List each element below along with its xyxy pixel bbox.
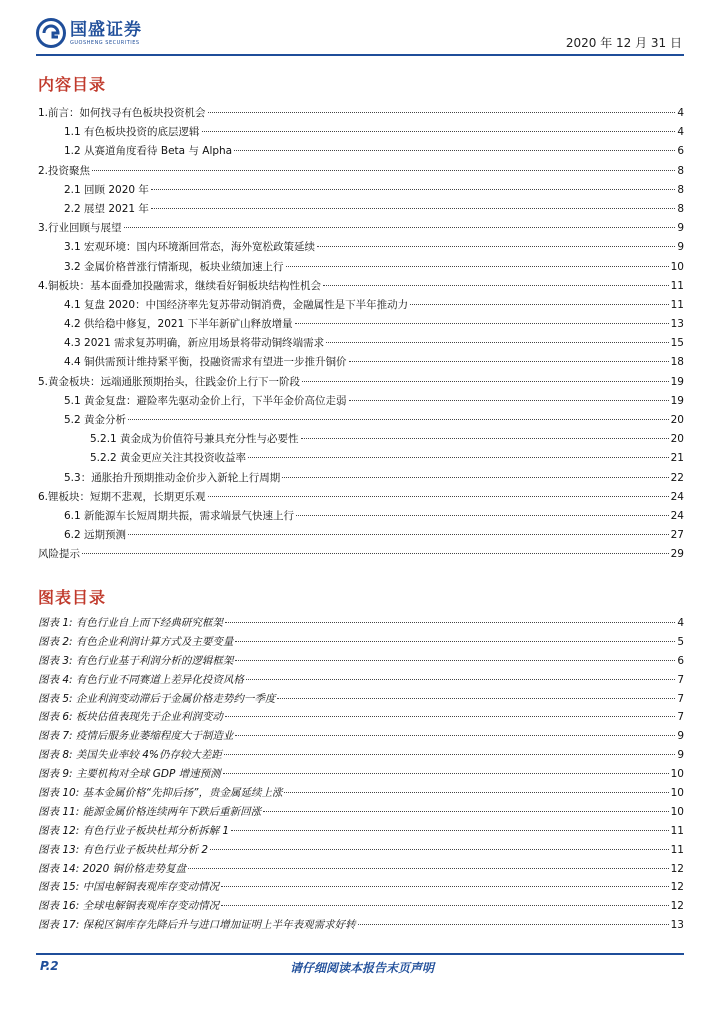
toc-entry-page: 24: [670, 509, 684, 522]
toc-entry-label: 1.2 从赛道角度看待 Beta 与 Alpha: [64, 145, 233, 158]
figure-entry-label: 图表 14: 2020 铜价格走势复盘: [38, 862, 187, 875]
toc-entry[interactable]: [38, 297, 684, 316]
figure-entry-label: 图表 3: 有色行业基于利润分析的逻辑框架: [38, 654, 234, 667]
toc-entry[interactable]: [38, 393, 684, 412]
toc-entry[interactable]: [38, 508, 684, 527]
figure-entry[interactable]: [38, 691, 684, 710]
figure-entry-page: 7: [677, 711, 684, 724]
figure-entry-label: 图表 12: 有色行业子板块杜邦分析拆解 1: [38, 824, 230, 837]
figure-entry-page: 12: [670, 862, 684, 875]
toc-entry-page: 9: [677, 241, 684, 254]
toc-entry-label: 2.1 回顾 2020 年: [64, 183, 149, 196]
toc-entry-label: 4.1 复盘 2020：中国经济率先复苏带动铜消费，金融属性是下半年推动力: [64, 298, 409, 311]
toc-entry-label: 5.2 黄金分析: [64, 414, 127, 426]
figure-entry-label: 图表 9: 主要机构对全球 GDP 增速预测: [38, 768, 221, 781]
dot-leader: [248, 457, 669, 458]
figure-entry[interactable]: [38, 785, 684, 804]
figure-entry-label: 图表 4: 有色行业不同赛道上差异化投资风格: [38, 673, 244, 686]
toc-entry-label: 风险提示: [38, 548, 80, 561]
toc-entry[interactable]: [38, 527, 684, 546]
toc-entry-label: 4.3 2021 需求复苏明确，新应用场景将带动铜终端需求: [64, 337, 325, 350]
toc-entry-page: 8: [677, 202, 684, 215]
toc-entry[interactable]: [38, 220, 684, 239]
figure-entry[interactable]: [38, 804, 684, 823]
toc-entry[interactable]: [38, 546, 684, 565]
toc-entry-label: 2.投资聚焦: [38, 164, 91, 177]
dot-leader: [349, 361, 669, 362]
figure-entry[interactable]: [38, 634, 684, 653]
figure-entry-page: 9: [677, 749, 684, 762]
toc-entry-label: 3.行业回顾与展望: [38, 222, 122, 235]
figure-entry-page: 7: [677, 673, 684, 686]
toc-entry-page: 18: [670, 356, 684, 369]
dot-leader: [221, 886, 669, 887]
toc-entry[interactable]: [38, 143, 684, 162]
dot-leader: [128, 534, 669, 535]
toc-entry-label: 5.2.2 黄金更应关注其投资收益率: [90, 452, 247, 465]
toc-entry-page: 10: [670, 260, 684, 273]
dot-leader: [246, 679, 675, 680]
toc-entry[interactable]: [38, 124, 684, 143]
figures-title: 图表目录: [38, 588, 107, 607]
logo-english-name: GUOSHENG SECURITIES: [70, 39, 140, 46]
toc-entry-page: 24: [670, 490, 684, 503]
toc-entry-page: 19: [670, 375, 684, 388]
dot-leader: [235, 641, 675, 642]
dot-leader: [92, 170, 675, 171]
toc-entry-page: 13: [670, 318, 684, 331]
dot-leader: [235, 735, 675, 736]
figure-entry-label: 图表 6: 板块估值表现先于企业利润变动: [38, 711, 223, 724]
toc-entry[interactable]: [38, 182, 684, 201]
toc-entry[interactable]: [38, 201, 684, 220]
figure-entry-page: 7: [677, 692, 684, 705]
toc-entry-page: 4: [677, 107, 684, 119]
figure-entry-page: 12: [670, 900, 684, 913]
figure-entry-label: 图表 16: 全球电解铜表观库存变动情况: [38, 900, 220, 913]
toc-entry-label: 5.黄金板块：远端通胀预期抬头，往践金价上行下一阶段: [38, 375, 301, 388]
toc-entry-page: 22: [670, 471, 684, 484]
toc-entry-label: 6.锂板块：短期不悲观，长期更乐观: [38, 490, 206, 503]
figure-entry[interactable]: [38, 898, 684, 917]
list-of-figures: [38, 615, 684, 936]
toc-entry[interactable]: [38, 354, 684, 373]
toc-entry-label: 6.1 新能源车长短周期共振，需求端景气快速上行: [64, 509, 295, 522]
table-of-contents: [38, 105, 684, 566]
toc-entry[interactable]: [38, 105, 684, 124]
dot-leader: [208, 112, 676, 113]
figure-entry[interactable]: [38, 861, 684, 880]
figure-entry[interactable]: [38, 615, 684, 634]
dot-leader: [323, 285, 669, 286]
figure-entry[interactable]: [38, 917, 684, 936]
figure-entry[interactable]: [38, 653, 684, 672]
figure-entry-page: 5: [677, 635, 684, 648]
dot-leader: [235, 660, 675, 661]
figure-entry-label: 图表 7: 疫情后服务业萎缩程度大于制造业: [38, 730, 234, 743]
dot-leader: [210, 849, 669, 850]
dot-leader: [410, 304, 669, 305]
figure-entry-label: 图表 1: 有色行业自上而下经典研究框架: [38, 617, 223, 629]
toc-entry-label: 5.1 黄金复盘：避险率先驱动金价上行，下半年金价高位走弱: [64, 394, 347, 407]
toc-entry-page: 6: [677, 145, 684, 158]
toc-entry-label: 1.前言：如何找寻有色板块投资机会: [38, 107, 206, 119]
figure-entry[interactable]: [38, 842, 684, 861]
header-divider: [36, 54, 684, 56]
figure-entry-page: 11: [670, 843, 684, 856]
figure-entry-label: 图表 8: 美国失业率较 4%仍存较大差距: [38, 749, 222, 762]
dot-leader: [284, 792, 668, 793]
figure-entry[interactable]: [38, 823, 684, 842]
dot-leader: [223, 773, 669, 774]
figure-entry[interactable]: [38, 672, 684, 691]
toc-entry-page: 11: [670, 298, 684, 311]
toc-entry-page: 4: [677, 126, 684, 139]
toc-entry[interactable]: [38, 374, 684, 393]
toc-entry-page: 29: [670, 548, 684, 561]
figure-entry[interactable]: [38, 728, 684, 747]
dot-leader: [225, 622, 675, 623]
toc-entry-label: 5.3：通胀抬升预期推动金价步入新轮上行周期: [64, 471, 281, 484]
dot-leader: [296, 515, 669, 516]
toc-entry-label: 4.2 供给稳中修复，2021 下半年新矿山释放增量: [64, 318, 293, 331]
dot-leader: [225, 716, 675, 717]
toc-entry-page: 19: [670, 394, 684, 407]
company-logo: [36, 18, 142, 48]
toc-entry[interactable]: [38, 470, 684, 489]
toc-entry-label: 4.4 铜供需预计维持紧平衡，投融资需求有望进一步推升铜价: [64, 356, 347, 369]
toc-entry-page: 9: [677, 222, 684, 235]
toc-entry[interactable]: [38, 316, 684, 335]
page-header: [36, 18, 684, 56]
dot-leader: [151, 208, 675, 209]
toc-entry-label: 3.2 金属价格普涨行情渐现，板块业绩加速上行: [64, 260, 284, 273]
toc-title: 内容目录: [38, 75, 107, 94]
figure-entry-label: 图表 2: 有色企业利润计算方式及主要变量: [38, 635, 234, 648]
toc-entry-label: 6.2 远期预测: [64, 529, 127, 542]
figure-entry-page: 10: [670, 768, 684, 781]
dot-leader: [234, 150, 675, 151]
figure-entry-page: 9: [677, 730, 684, 743]
figure-entry-label: 图表 10: 基本金属价格“先抑后扬”，贵金属延续上涨: [38, 787, 283, 800]
disclaimer-note: 请仔细阅读本报告末页声明: [289, 961, 434, 975]
dot-leader: [224, 754, 675, 755]
toc-entry[interactable]: [38, 278, 684, 297]
toc-entry-page: 8: [677, 183, 684, 196]
figure-entry-label: 图表 5: 企业利润变动滞后于金属价格走势约一季度: [38, 692, 276, 705]
toc-entry-page: 21: [670, 452, 684, 465]
figure-entry-page: 6: [677, 654, 684, 667]
figure-entry[interactable]: [38, 766, 684, 785]
toc-entry[interactable]: [38, 163, 684, 182]
toc-entry-label: 2.2 展望 2021 年: [64, 202, 149, 215]
figure-entry-page: 12: [670, 881, 684, 894]
dot-leader: [277, 698, 675, 699]
dot-leader: [128, 419, 669, 420]
toc-entry-label: 5.2.1 黄金成为价值符号兼具充分性与必要性: [90, 433, 299, 446]
guosheng-logo-icon: [36, 18, 66, 48]
figure-entry-label: 图表 15: 中国电解铜表观库存变动情况: [38, 881, 220, 894]
dot-leader: [358, 924, 669, 925]
toc-entry[interactable]: [38, 489, 684, 508]
dot-leader: [302, 381, 669, 382]
dot-leader: [202, 131, 676, 132]
figure-entry-page: 10: [670, 787, 684, 800]
figure-entry[interactable]: [38, 747, 684, 766]
dot-leader: [188, 868, 668, 869]
dot-leader: [301, 438, 669, 439]
figure-entry-label: 图表 17: 保税区铜库存先降后升与进口增加证明上半年表观需求好转: [38, 919, 356, 932]
toc-entry-page: 8: [677, 164, 684, 177]
logo-chinese-name: 国盛证券: [70, 19, 142, 40]
figure-entry-page: 4: [677, 617, 684, 629]
toc-entry[interactable]: [38, 431, 684, 450]
dot-leader: [295, 323, 669, 324]
figure-entry[interactable]: [38, 879, 684, 898]
toc-entry-page: 27: [670, 529, 684, 542]
dot-leader: [349, 400, 669, 401]
toc-entry-label: 1.1 有色板块投资的底层逻辑: [64, 126, 200, 139]
toc-entry[interactable]: [38, 259, 684, 278]
toc-entry-label: 3.1 宏观环境：国内环境渐回常态，海外宽松政策延续: [64, 241, 316, 254]
figure-entry-page: 10: [670, 805, 684, 818]
report-date: 2020 年 12 月 31 日: [565, 36, 682, 50]
toc-entry[interactable]: [38, 412, 684, 431]
dot-leader: [263, 811, 669, 812]
dot-leader: [82, 553, 669, 554]
dot-leader: [221, 905, 669, 906]
footer-divider: [36, 953, 684, 955]
toc-entry[interactable]: [38, 450, 684, 469]
toc-entry-page: 20: [670, 433, 684, 446]
dot-leader: [208, 496, 669, 497]
figure-entry-page: 13: [670, 919, 684, 932]
figure-entry-label: 图表 11: 能源金属价格连续两年下跌后重新回涨: [38, 805, 262, 818]
dot-leader: [317, 246, 675, 247]
dot-leader: [326, 342, 669, 343]
dot-leader: [231, 830, 669, 831]
dot-leader: [151, 189, 675, 190]
figure-entry-label: 图表 13: 有色行业子板块杜邦分析 2: [38, 843, 209, 856]
dot-leader: [282, 477, 668, 478]
dot-leader: [286, 266, 669, 267]
figure-entry[interactable]: [38, 709, 684, 728]
toc-entry-page: 20: [670, 414, 684, 426]
figure-entry-page: 11: [670, 824, 684, 837]
dot-leader: [124, 227, 676, 228]
toc-entry-page: 11: [670, 279, 684, 292]
toc-entry[interactable]: [38, 335, 684, 354]
page-number: P.2: [40, 959, 59, 973]
toc-entry-label: 4.铜板块：基本面叠加投融需求，继续看好铜板块结构性机会: [38, 279, 322, 292]
toc-entry[interactable]: [38, 239, 684, 258]
toc-entry-page: 15: [670, 337, 684, 350]
